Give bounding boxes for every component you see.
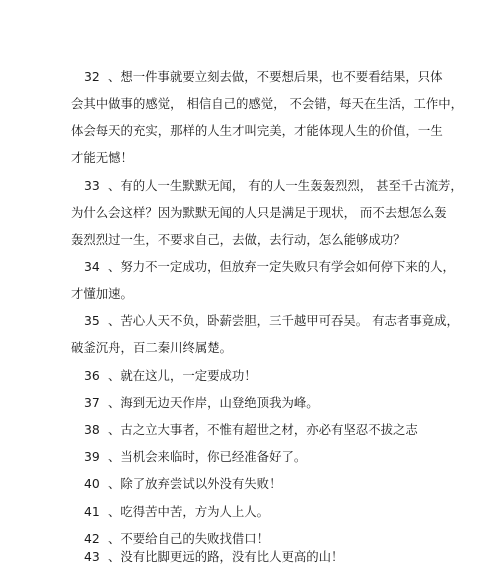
paragraph-text: 才懂加速。 bbox=[71, 286, 133, 301]
paragraph-text: 、海到无边天作岸，山登绝顶我为峰。 bbox=[108, 395, 319, 410]
paragraph-text: 、想一件事就要立刻去做，不要想后果，也不要看结果，只体 bbox=[108, 69, 443, 84]
paragraph-text: 为什么会这样？因为默默无闻的人只是满足于现状， 而不去想怎么轰 bbox=[71, 205, 447, 220]
paragraph-text: 才能无憾！ bbox=[71, 150, 133, 165]
paragraph-text: 、苦心人天不负，卧薪尝胆，三千越甲可吞吴。 有志者事竟成， bbox=[108, 313, 459, 328]
item-number: 41 bbox=[84, 504, 100, 519]
item-number: 33 bbox=[84, 178, 100, 193]
item-number: 42 bbox=[84, 531, 100, 546]
item-number: 37 bbox=[84, 395, 100, 410]
paragraph-text: 、除了放弃尝试以外没有失败！ bbox=[108, 476, 282, 491]
item-number: 43 bbox=[84, 549, 100, 564]
paragraph-text: 、当机会来临时，你已经准备好了。 bbox=[108, 449, 307, 464]
item-number: 34 bbox=[84, 259, 100, 274]
paragraph-text: 、不要给自己的失败找借口！ bbox=[108, 531, 270, 546]
paragraph-text: 、古之立大事者，不惟有超世之材，亦必有坚忍不拔之志 bbox=[108, 422, 418, 437]
paragraph-text: 轰烈烈过一生，不要求自己，去做，去行动，怎么能够成功？ bbox=[71, 232, 406, 247]
paragraph-text: 、吃得苦中苦，方为人上人。 bbox=[108, 504, 270, 519]
item-number: 35 bbox=[84, 313, 100, 328]
paragraph-text: 、有的人一生默默无闻， 有的人一生轰轰烈烈， 甚至千古流芳， bbox=[108, 178, 463, 193]
paragraph-text: 、没有比脚更远的路，没有比人更高的山！ bbox=[108, 549, 344, 564]
paragraph-text: 、努力不一定成功，但放弃一定失败只有学会如何停下来的人， bbox=[108, 259, 455, 274]
item-number: 40 bbox=[84, 476, 100, 491]
item-number: 39 bbox=[84, 449, 100, 464]
paragraph-text: 体会每天的充实，那样的人生才叫完美，才能体现人生的价值，一生 bbox=[71, 123, 443, 138]
paragraph-text: 破釜沉舟，百二秦川终属楚。 bbox=[71, 340, 233, 355]
paragraph-text: 会其中做事的感觉， 相信自己的感觉， 不会错，每天在生活，工作中， bbox=[71, 96, 463, 111]
item-number: 32 bbox=[84, 69, 100, 84]
item-number: 38 bbox=[84, 422, 100, 437]
paragraph-text: 、就在这儿，一定要成功！ bbox=[108, 368, 257, 383]
item-number: 36 bbox=[84, 368, 100, 383]
